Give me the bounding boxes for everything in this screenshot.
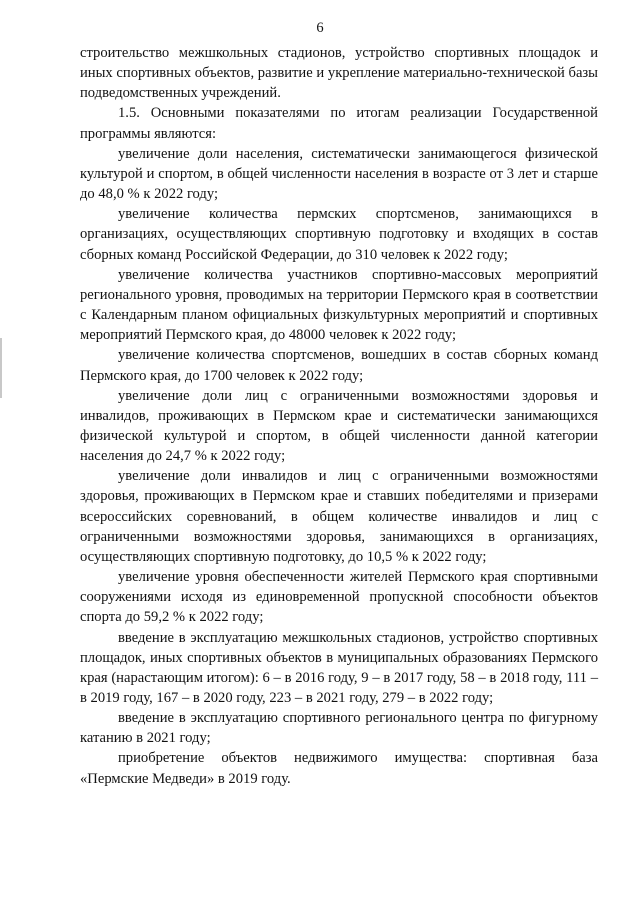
page-number: 6 bbox=[316, 20, 324, 36]
paragraph-indicator: увеличение количества участников спортивно-массовых мероприятий регионального уровня, проводимых на территории Пермского края в соответствии с Календарным планом официальных физкультурных мероприятий и спортивных мероприятий Пермского края, до 48000 человек к 2022 году; bbox=[80, 266, 598, 344]
paragraph-indicator: увеличение доли инвалидов и лиц с ограниченными возможностями здоровья, проживающих в Пермском крае и ставших победителями и призерами всероссийских соревнований, в общем количестве инвалидов и лиц с ограниченными возможностями здоровья, занимающихся в организациях, осуществляющих спортивную подготовку, до 10,5 % к 2022 году; bbox=[80, 468, 598, 565]
paragraph-indicator: увеличение количества спортсменов, вошедших в состав сборных команд Пермского края, до 1700 человек к 2022 году; bbox=[80, 347, 598, 384]
paragraph-indicator: увеличение уровня обеспеченности жителей Пермского края спортивными сооружениями исходя из единовременной пропускной способности объектов спорта до 59,2 % к 2022 году; bbox=[80, 569, 598, 626]
paragraph-indicator: введение в эксплуатацию спортивного регионального центра по фигурному катанию в 2021 году; bbox=[80, 710, 598, 747]
paragraph-indicator: введение в эксплуатацию межшкольных стадионов, устройство спортивных площадок, иных спортивных объектов в муниципальных образованиях Пермского края (нарастающим итогом): 6 – в 2016 году, 9 – в 2017 году, 58 – в 2018 году, 111 – в 2019 году, 167 – в 2020 году, 223 – в 2021 году, 279 – в 2022 году; bbox=[80, 629, 598, 706]
paragraph-continuation: строительство межшкольных стадионов, устройство спортивных площадок и иных спортивных объектов, развитие и укрепление материально-технической базы подведомственных учреждений. bbox=[80, 45, 598, 102]
paragraph-indicator: увеличение доли лиц с ограниченными возможностями здоровья и инвалидов, проживающих в Пермском крае и систематически занимающихся физической культурой и спортом, в общей численности данной категории населения до 24,7 % к 2022 году; bbox=[80, 387, 598, 465]
scan-edge-mark bbox=[0, 338, 2, 398]
document-body bbox=[80, 43, 598, 789]
paragraph-indicator: приобретение объектов недвижимого имущества: спортивная база «Пермские Медведи» в 2019 году. bbox=[80, 750, 598, 787]
paragraph-indicator: увеличение количества пермских спортсменов, занимающихся в организациях, осуществляющих спортивную подготовку и входящих в состав сборных команд Российской Федерации, до 310 человек к 2022 году; bbox=[80, 206, 598, 263]
paragraph-indicator: увеличение доли населения, систематически занимающегося физической культурой и спортом, в общей численности населения в возрасте от 3 лет и старше до 48,0 % к 2022 году; bbox=[80, 145, 598, 203]
paragraph-section-1-5: 1.5. Основными показателями по итогам реализации Государственной программы являются: bbox=[80, 105, 598, 142]
